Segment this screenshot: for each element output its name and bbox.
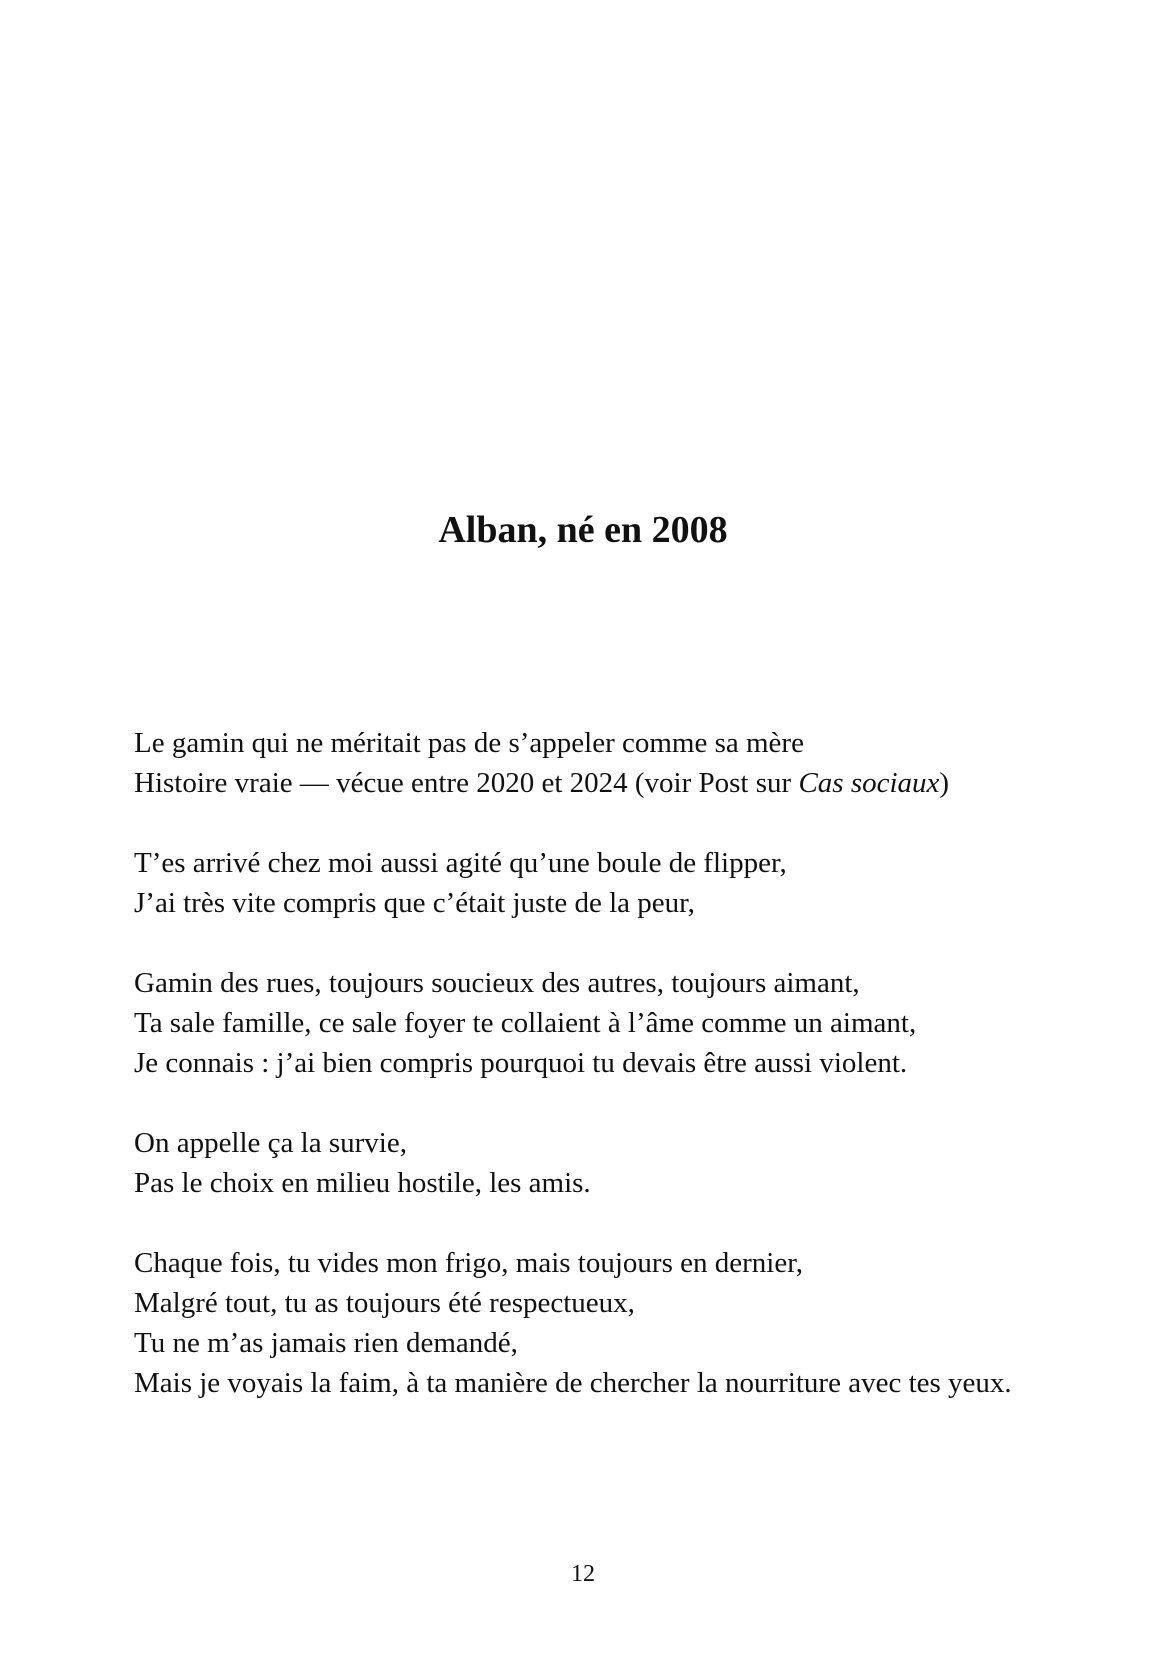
verse-line: On appelle ça la survie,: [134, 1127, 407, 1159]
verse-line: Pas le choix en milieu hostile, les amis.: [134, 1167, 591, 1199]
verse-line: Je connais : j’ai bien compris pourquoi tu devais être aussi violent.: [134, 1047, 908, 1079]
poem-subtitle-line-1: Le gamin qui ne méritait pas de s’appeler comme sa mère: [134, 727, 804, 759]
poem-subtitle-line-2: [134, 763, 1032, 803]
stanza-2: [134, 963, 1032, 1083]
stanza-gap: [134, 1203, 1032, 1243]
subtitle-text-before: Histoire vraie — vécue entre 2020 et 2024 (voir Post sur: [134, 767, 799, 799]
poem-body: [134, 723, 1032, 1403]
verse-line: Malgré tout, tu as toujours été respectueux,: [134, 1287, 635, 1319]
verse-line: Mais je voyais la faim, à ta manière de chercher la nourriture avec tes yeux.: [134, 1367, 1012, 1399]
page-number: 12: [571, 1561, 595, 1587]
verse-line: Tu ne m’as jamais rien demandé,: [134, 1327, 518, 1359]
stanza-gap: [134, 1083, 1032, 1123]
verse-line: T’es arrivé chez moi aussi agité qu’une boule de flipper,: [134, 847, 787, 879]
subtitle-italic-reference: Cas sociaux: [798, 767, 940, 799]
stanza-3: [134, 1123, 1032, 1203]
stanza-gap: [134, 923, 1032, 963]
stanza-4: [134, 1243, 1032, 1403]
verse-line: Gamin des rues, toujours soucieux des autres, toujours aimant,: [134, 967, 860, 999]
verse-line: J’ai très vite compris que c’était juste de la peur,: [134, 887, 695, 919]
poem-title: Alban, né en 2008: [438, 509, 728, 551]
stanza-1: [134, 843, 1032, 923]
verse-line: Ta sale famille, ce sale foyer te collaient à l’âme comme un aimant,: [134, 1007, 917, 1039]
subtitle-text-after: ): [939, 767, 950, 799]
verse-line: Chaque fois, tu vides mon frigo, mais toujours en dernier,: [134, 1247, 803, 1279]
stanza-gap: [134, 803, 1032, 843]
